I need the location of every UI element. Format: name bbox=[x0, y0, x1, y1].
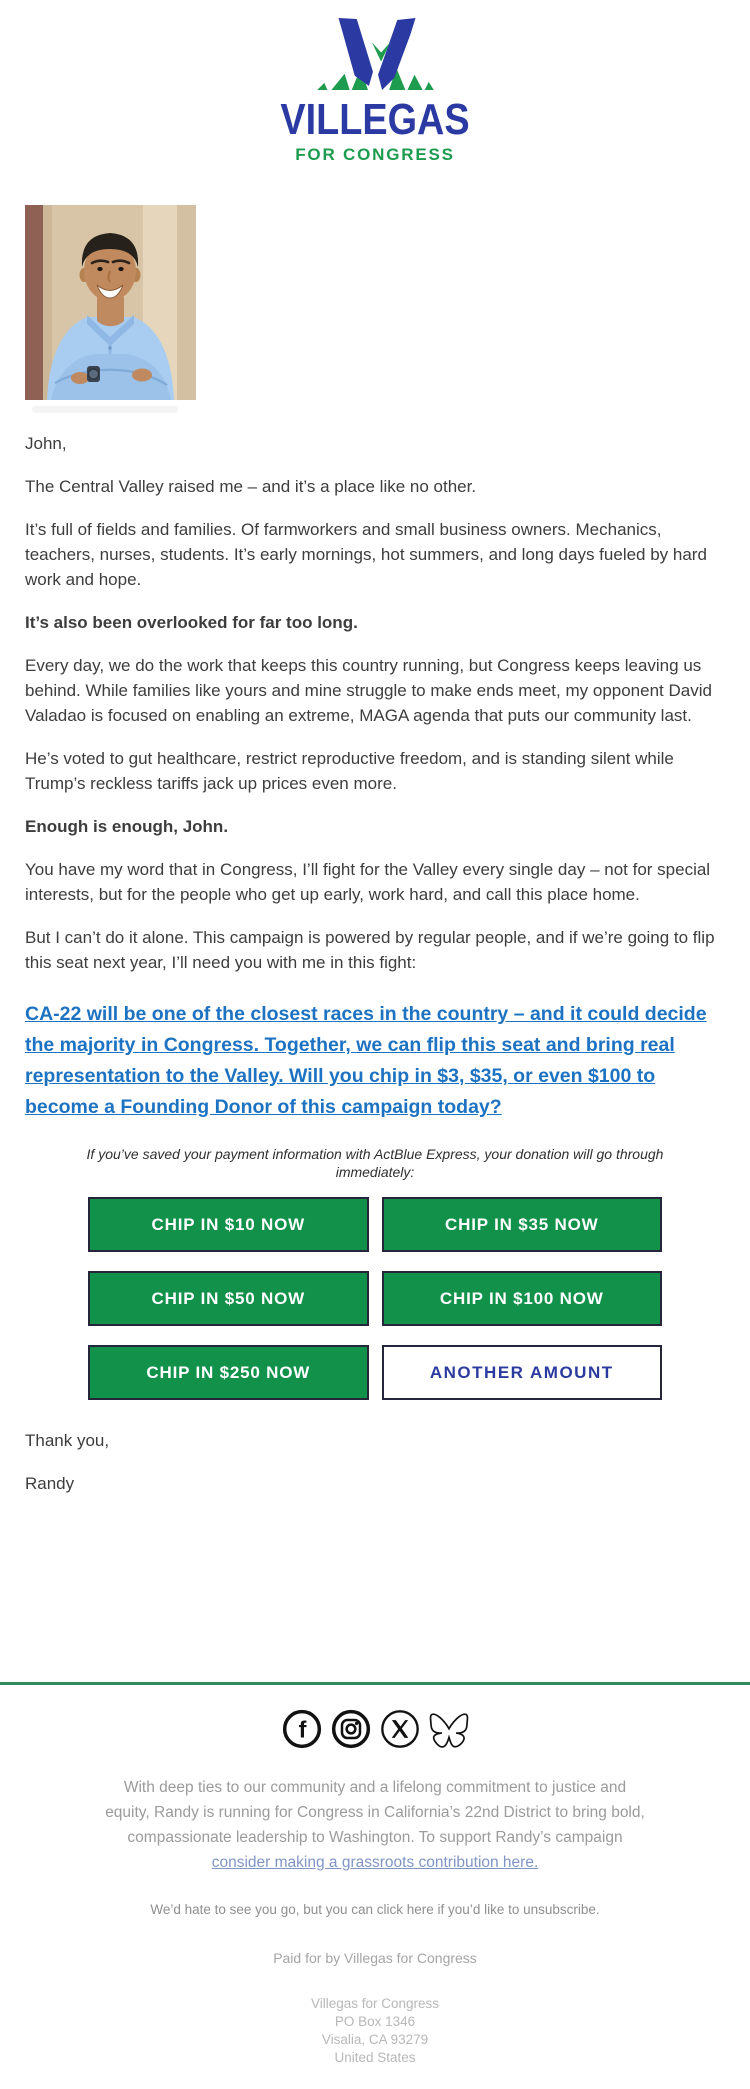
facebook-icon[interactable] bbox=[282, 1709, 322, 1749]
chip-in-250-button[interactable]: CHIP IN $250 NOW bbox=[88, 1345, 369, 1400]
footer-about bbox=[101, 1775, 649, 1875]
paragraph: It’s full of fields and families. Of farmworkers and small business owners. Mechanics, teachers, nurses, students. It’s early mornings, hot summers, and long days fueled by hard work and hope. bbox=[25, 520, 707, 589]
chip-in-100-button[interactable]: CHIP IN $100 NOW bbox=[382, 1271, 663, 1326]
unsubscribe-suffix: if you’d like to unsubscribe. bbox=[433, 1902, 600, 1917]
paragraph: Every day, we do the work that keeps this country running, but Congress keeps leaving us behind. While families like yours and mine struggle to make ends meet, my opponent David Valadao is focused on enabling an extreme, MAGA agenda that puts our community last. bbox=[25, 656, 712, 725]
x-icon[interactable] bbox=[380, 1709, 420, 1749]
paragraph: You have my word that in Congress, I’ll fight for the Valley every single day – not for special interests, but for the people who get up early, work hard, and call this place home. bbox=[25, 860, 711, 904]
bold-paragraph: It’s also been overlooked for far too long. bbox=[25, 613, 358, 632]
actblue-express-note: If you’ve saved your payment information with ActBlue Express, your donation will go through immediately: bbox=[86, 1146, 664, 1180]
chip-in-50-button[interactable]: CHIP IN $50 NOW bbox=[88, 1271, 369, 1326]
bold-paragraph: Enough is enough, John. bbox=[25, 817, 229, 836]
unsubscribe-prefix: We’d hate to see you go, but you can bbox=[150, 1902, 377, 1917]
photo-caption-placeholder bbox=[32, 406, 178, 413]
another-amount-button[interactable]: ANOTHER AMOUNT bbox=[382, 1345, 663, 1400]
footer bbox=[0, 1709, 750, 2089]
paid-for-disclaimer: Paid for by Villegas for Congress bbox=[273, 1950, 477, 1966]
candidate-photo bbox=[25, 205, 196, 400]
address-line: United States bbox=[334, 2050, 416, 2065]
paragraph: The Central Valley raised me – and it’s a place like no other. bbox=[25, 477, 477, 496]
logo-wordmark: VILLEGAS bbox=[280, 95, 470, 144]
social-links bbox=[0, 1709, 750, 1749]
chip-in-10-button[interactable]: CHIP IN $10 NOW bbox=[88, 1197, 369, 1252]
mailing-address bbox=[0, 1995, 750, 2089]
signoff bbox=[25, 1428, 725, 1496]
chip-in-35-button[interactable]: CHIP IN $35 NOW bbox=[382, 1197, 663, 1252]
campaign-logo bbox=[0, 0, 750, 165]
signoff-thanks: Thank you, bbox=[25, 1431, 110, 1450]
donate-cta-link[interactable]: CA-22 will be one of the closest races in the country – and it could decide the majority in Congress. Together, we can flip this seat and bring real representation to the Valley. Will you chip in $3, $35, or even $100 to become a Founding Donor of this campaign today? bbox=[25, 1003, 707, 1118]
footer-about-text: With deep ties to our community and a lifelong commitment to justice and equity, Randy is running for Congress in California’s 22nd District to bring bold, compassionate leadership to Washington. To support Randy’s campaign bbox=[105, 1779, 645, 1846]
address-line: PO Box 1346 bbox=[334, 2014, 416, 2029]
villegas-v-logo-icon bbox=[0, 16, 750, 96]
paragraph: But I can’t do it alone. This campaign is powered by regular people, and if we’re going to flip this seat next year, I’ll need you with me in this fight: bbox=[25, 928, 715, 972]
svg-text:f: f bbox=[298, 1716, 306, 1743]
unsubscribe-link[interactable]: click here bbox=[376, 1902, 434, 1917]
spacer bbox=[0, 1496, 750, 1682]
instagram-icon[interactable] bbox=[331, 1709, 371, 1749]
unsubscribe-line bbox=[0, 1902, 750, 1917]
signoff-name: Randy bbox=[25, 1474, 75, 1493]
footer-divider bbox=[0, 1682, 750, 1685]
salutation: John, bbox=[25, 434, 67, 453]
donation-button-grid bbox=[88, 1197, 662, 1400]
grassroots-contribution-link[interactable]: consider making a grassroots contribution here. bbox=[211, 1854, 539, 1871]
bluesky-icon[interactable] bbox=[429, 1709, 469, 1749]
letter-content bbox=[0, 205, 750, 1496]
address-line: Visalia, CA 93279 bbox=[321, 2032, 429, 2047]
address-line: Villegas for Congress bbox=[310, 1996, 440, 2011]
paragraph: He’s voted to gut healthcare, restrict reproductive freedom, and is standing silent while Trump’s reckless tariffs jack up prices even more. bbox=[25, 749, 674, 793]
logo-tagline: FOR CONGRESS bbox=[295, 145, 455, 164]
